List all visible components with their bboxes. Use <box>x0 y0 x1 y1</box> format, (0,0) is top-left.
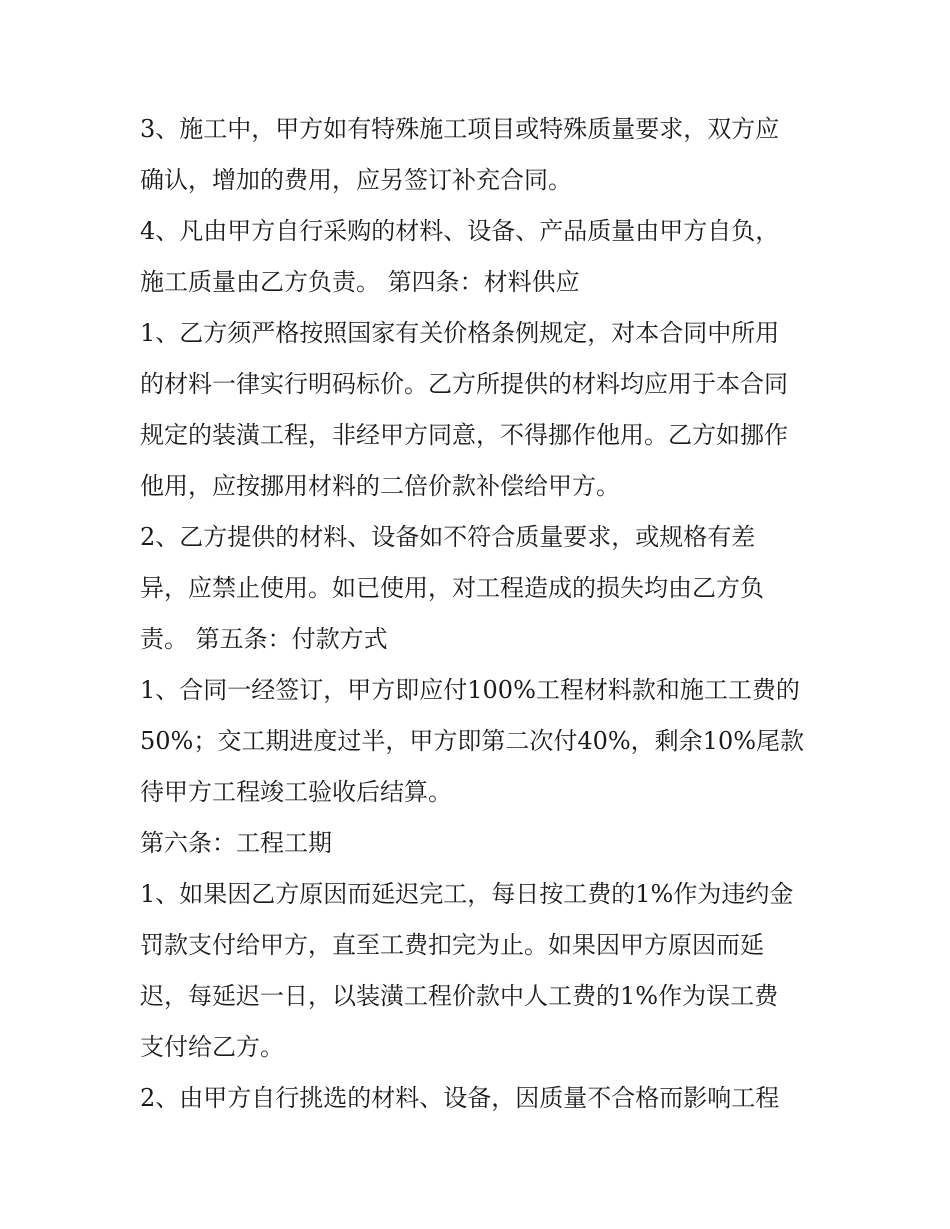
document-body <box>140 104 820 1124</box>
text-line: 2、乙方提供的材料、设备如不符合质量要求，或规格有差 <box>140 523 756 551</box>
text-line: 50%；交工期进度过半，甲方即第二次付40%，剩余10%尾款 <box>140 727 805 755</box>
text-line: 1、乙方须严格按照国家有关价格条例规定，对本合同中所用 <box>140 319 780 347</box>
text-line: 规定的装潢工程，非经甲方同意，不得挪作他用。乙方如挪作 <box>140 421 788 449</box>
text-line: 施工质量由乙方负责。 第四条：材料供应 <box>140 268 580 296</box>
text-line: 异，应禁止使用。如已使用，对工程造成的损失均由乙方负 <box>140 574 764 602</box>
text-line: 3、施工中，甲方如有特殊施工项目或特殊质量要求，双方应 <box>140 115 780 143</box>
text-line: 责。 第五条：付款方式 <box>140 625 388 653</box>
text-line: 1、合同一经签订，甲方即应付100%工程材料款和施工工费的 <box>140 676 800 704</box>
text-line: 的材料一律实行明码标价。乙方所提供的材料均应用于本合同 <box>140 370 788 398</box>
text-line: 2、由甲方自行挑选的材料、设备，因质量不合格而影响工程 <box>140 1084 780 1112</box>
text-line: 他用，应按挪用材料的二倍价款补偿给甲方。 <box>140 472 620 500</box>
text-line: 第六条：工程工期 <box>140 829 332 857</box>
text-line: 罚款支付给甲方，直至工费扣完为止。如果因甲方原因而延 <box>140 931 764 959</box>
text-line: 1、如果因乙方原因而延迟完工，每日按工费的1%作为违约金 <box>140 880 794 908</box>
text-line: 迟，每延迟一日，以装潢工程价款中人工费的1%作为误工费 <box>140 982 779 1010</box>
text-line: 支付给乙方。 <box>140 1033 284 1061</box>
text-line: 确认，增加的费用，应另签订补充合同。 <box>140 166 572 194</box>
text-line: 4、凡由甲方自行采购的材料、设备、产品质量由甲方自负， <box>140 217 780 245</box>
text-line: 待甲方工程竣工验收后结算。 <box>140 778 452 806</box>
